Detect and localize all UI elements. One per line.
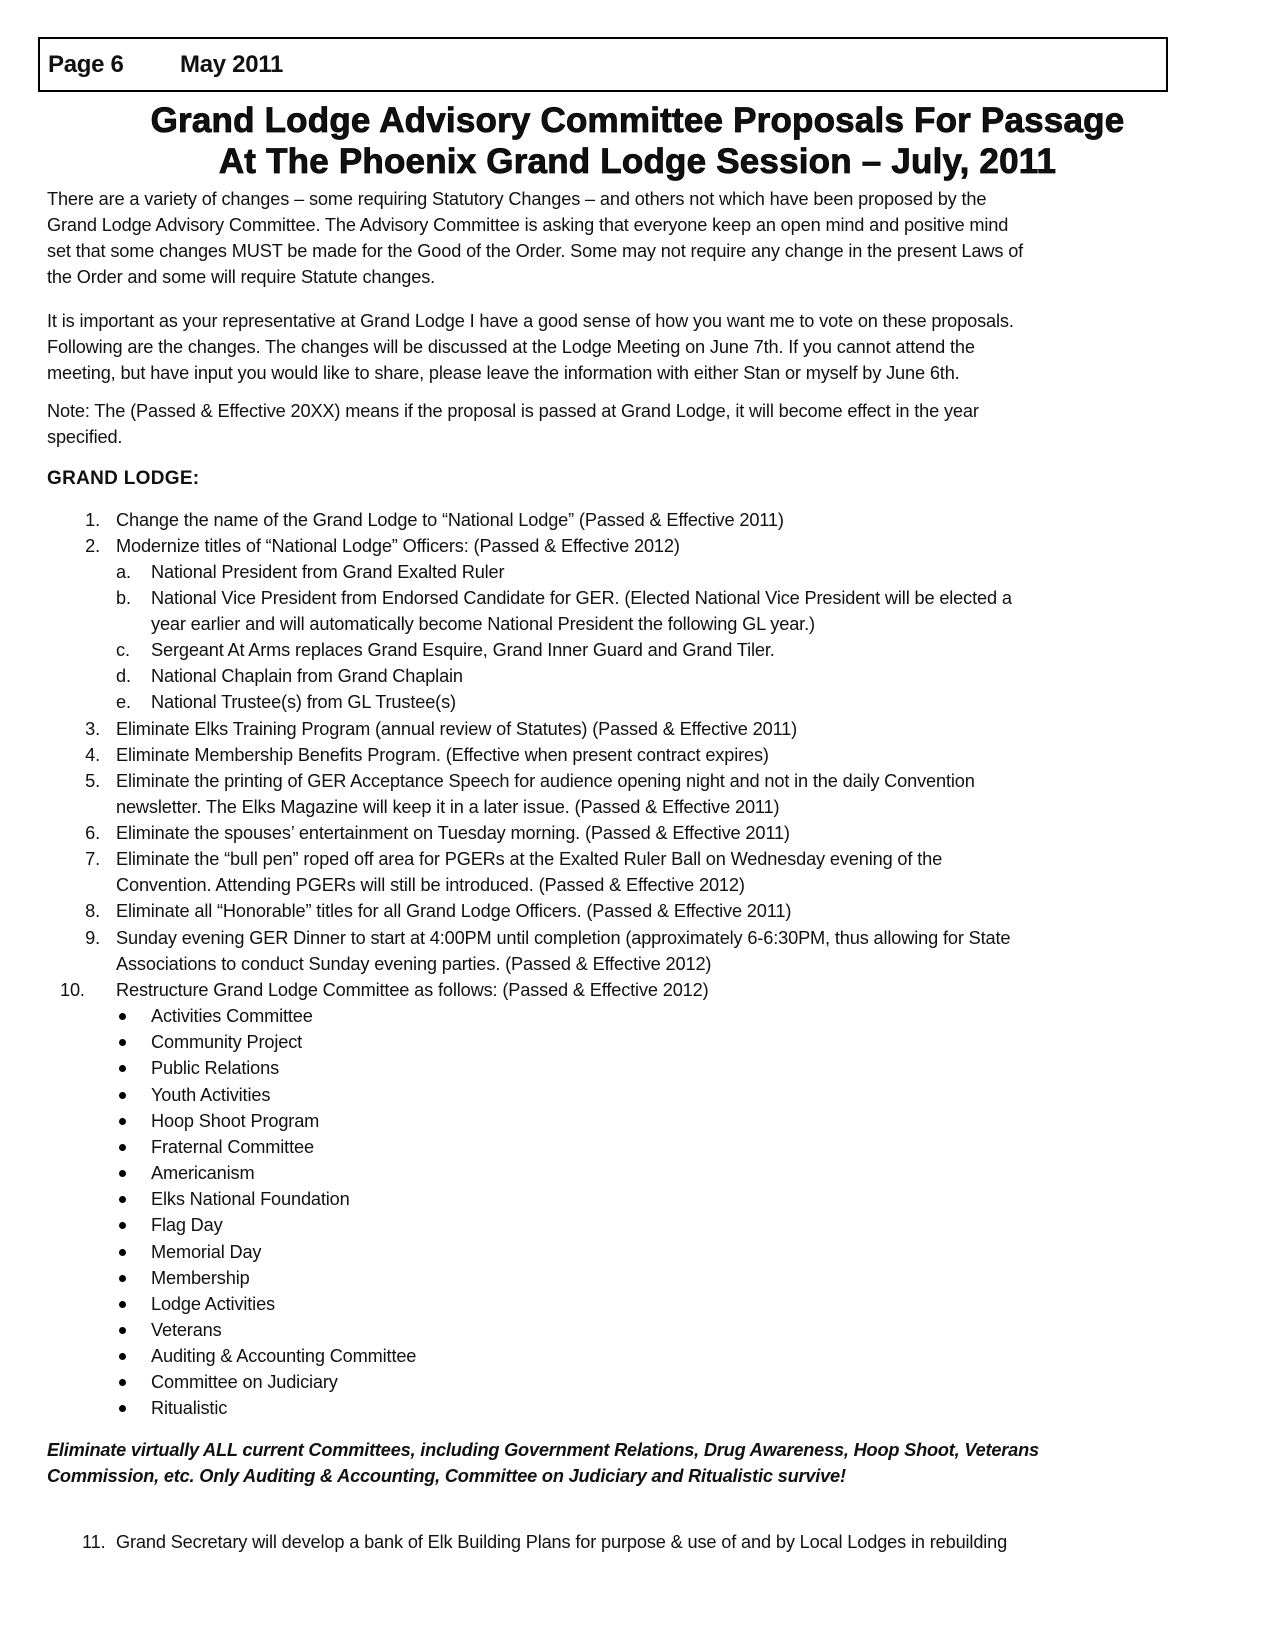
title-line-2: At The Phoenix Grand Lodge Session – July, 2011 <box>218 142 1057 181</box>
bullet-icon <box>119 1275 126 1282</box>
committee-name: Membership <box>151 1268 250 1288</box>
article-title <box>0 100 1275 182</box>
bullet-icon <box>119 1039 126 1046</box>
bullet-icon <box>119 1249 126 1256</box>
list-number: 7. <box>85 849 100 869</box>
bullet-icon <box>119 1379 126 1386</box>
page-number: Page 6 <box>48 50 124 78</box>
list-number: 1. <box>85 510 100 530</box>
committee-name: Americanism <box>151 1163 255 1183</box>
proposal-text: Change the name of the Grand Lodge to “National Lodge” (Passed & Effective 2011) <box>116 510 784 530</box>
title-line-1: Grand Lodge Advisory Committee Proposals For Passage <box>150 101 1125 140</box>
proposal-text: Grand Secretary will develop a bank of Elk Building Plans for purpose & use of and by Local Lodges in rebuilding <box>116 1532 1008 1552</box>
text-line: Commission, etc. Only Auditing & Accounting, Committee on Judiciary and Ritualistic survive! <box>47 1466 846 1486</box>
text-line: There are a variety of changes – some requiring Statutory Changes – and others not which have been proposed by the <box>47 189 987 209</box>
section-heading-grand-lodge: GRAND LODGE: <box>47 468 200 489</box>
bullet-icon <box>119 1327 126 1334</box>
proposal-text: Sunday evening GER Dinner to start at 4:00PM until completion (approximately 6-6:30PM, thus allowing for State <box>116 928 1011 948</box>
committee-name: Community Project <box>151 1032 303 1052</box>
text-line: Note: The (Passed & Effective 20XX) means if the proposal is passed at Grand Lodge, it will become effect in the year <box>47 401 979 421</box>
committee-name: Fraternal Committee <box>151 1137 314 1157</box>
note-paragraph <box>47 398 1227 450</box>
proposal-text: Convention. Attending PGERs will still be introduced. (Passed & Effective 2012) <box>116 875 745 895</box>
text-line: meeting, but have input you would like to share, please leave the information with either Stan or myself by June 6th. <box>47 363 960 383</box>
bullet-icon <box>119 1065 126 1072</box>
list-number: 9. <box>85 928 100 948</box>
committee-name: Committee on Judiciary <box>151 1372 338 1392</box>
proposal-text: Eliminate the “bull pen” roped off area for PGERs at the Exalted Ruler Ball on Wednesday evening of the <box>116 849 943 869</box>
proposal-text: National President from Grand Exalted Ruler <box>151 562 505 582</box>
bullet-icon <box>119 1405 126 1412</box>
page-header <box>38 37 1168 92</box>
text-line: specified. <box>47 427 123 447</box>
list-number: 2. <box>85 536 100 556</box>
text-line: Grand Lodge Advisory Committee. The Advisory Committee is asking that everyone keep an open mind and positive mind <box>47 215 1009 235</box>
proposal-text: Eliminate the spouses’ entertainment on Tuesday morning. (Passed & Effective 2011) <box>116 823 790 843</box>
list-number: 4. <box>85 745 100 765</box>
bullet-icon <box>119 1092 126 1099</box>
text-line: Eliminate virtually ALL current Committees, including Government Relations, Drug Awareness, Hoop Shoot, Veterans <box>47 1440 1039 1460</box>
bullet-icon <box>119 1301 126 1308</box>
text-line: the Order and some will require Statute changes. <box>47 267 436 287</box>
list-number: 11. <box>82 1532 106 1552</box>
bullet-icon <box>119 1118 126 1125</box>
emphasis-note <box>47 1437 1227 1489</box>
text-line: set that some changes MUST be made for the Good of the Order. Some may not require any change in the present Laws of <box>47 241 1024 261</box>
proposal-text: Associations to conduct Sunday evening parties. (Passed & Effective 2012) <box>116 954 712 974</box>
bullet-icon <box>119 1196 126 1203</box>
list-number: 10. <box>60 980 85 1000</box>
committee-name: Ritualistic <box>151 1398 228 1418</box>
committee-name: Youth Activities <box>151 1085 271 1105</box>
proposal-text: National Trustee(s) from GL Trustee(s) <box>151 692 456 712</box>
intro-paragraph-1 <box>47 186 1227 290</box>
committee-name: Lodge Activities <box>151 1294 275 1314</box>
text-line: It is important as your representative at Grand Lodge I have a good sense of how you want me to vote on these proposals. <box>47 311 1014 331</box>
proposal-text: Eliminate Membership Benefits Program. (Effective when present contract expires) <box>116 745 769 765</box>
committee-name: Elks National Foundation <box>151 1189 350 1209</box>
bullet-icon <box>119 1144 126 1151</box>
committee-name: Memorial Day <box>151 1242 262 1262</box>
committee-name: Veterans <box>151 1320 222 1340</box>
list-letter: e. <box>116 692 131 712</box>
list-letter: c. <box>116 640 130 660</box>
proposal-text: National Vice President from Endorsed Candidate for GER. (Elected National Vice President will be elected a <box>151 588 1012 608</box>
bullet-icon <box>119 1222 126 1229</box>
committee-name: Auditing & Accounting Committee <box>151 1346 417 1366</box>
proposal-text: year earlier and will automatically become National President the following GL year.) <box>151 614 815 634</box>
proposal-text: Eliminate the printing of GER Acceptance Speech for audience opening night and not in the daily Convention <box>116 771 975 791</box>
issue-date: May 2011 <box>180 50 284 78</box>
bullet-icon <box>119 1170 126 1177</box>
list-number: 6. <box>85 823 100 843</box>
committee-name: Flag Day <box>151 1215 223 1235</box>
list-letter: a. <box>116 562 131 582</box>
committee-name: Hoop Shoot Program <box>151 1111 320 1131</box>
text-line: Following are the changes. The changes will be discussed at the Lodge Meeting on June 7th. If you cannot attend the <box>47 337 975 357</box>
committee-name: Public Relations <box>151 1058 280 1078</box>
bullet-icon <box>119 1013 126 1020</box>
list-letter: b. <box>116 588 131 608</box>
proposal-text: Modernize titles of “National Lodge” Officers: (Passed & Effective 2012) <box>116 536 680 556</box>
list-number: 5. <box>85 771 100 791</box>
proposal-text: Sergeant At Arms replaces Grand Esquire, Grand Inner Guard and Grand Tiler. <box>151 640 775 660</box>
proposal-text: newsletter. The Elks Magazine will keep it in a later issue. (Passed & Effective 2011) <box>116 797 780 817</box>
list-letter: d. <box>116 666 131 686</box>
proposal-text: Eliminate Elks Training Program (annual review of Statutes) (Passed & Effective 2011) <box>116 719 798 739</box>
proposal-text: National Chaplain from Grand Chaplain <box>151 666 463 686</box>
bullet-icon <box>119 1353 126 1360</box>
intro-paragraph-2 <box>47 308 1227 386</box>
list-number: 8. <box>85 901 100 921</box>
proposal-text: Eliminate all “Honorable” titles for all Grand Lodge Officers. (Passed & Effective 2011) <box>116 901 792 921</box>
list-number: 3. <box>85 719 100 739</box>
proposal-text: Restructure Grand Lodge Committee as follows: (Passed & Effective 2012) <box>116 980 709 1000</box>
committee-name: Activities Committee <box>151 1006 313 1026</box>
